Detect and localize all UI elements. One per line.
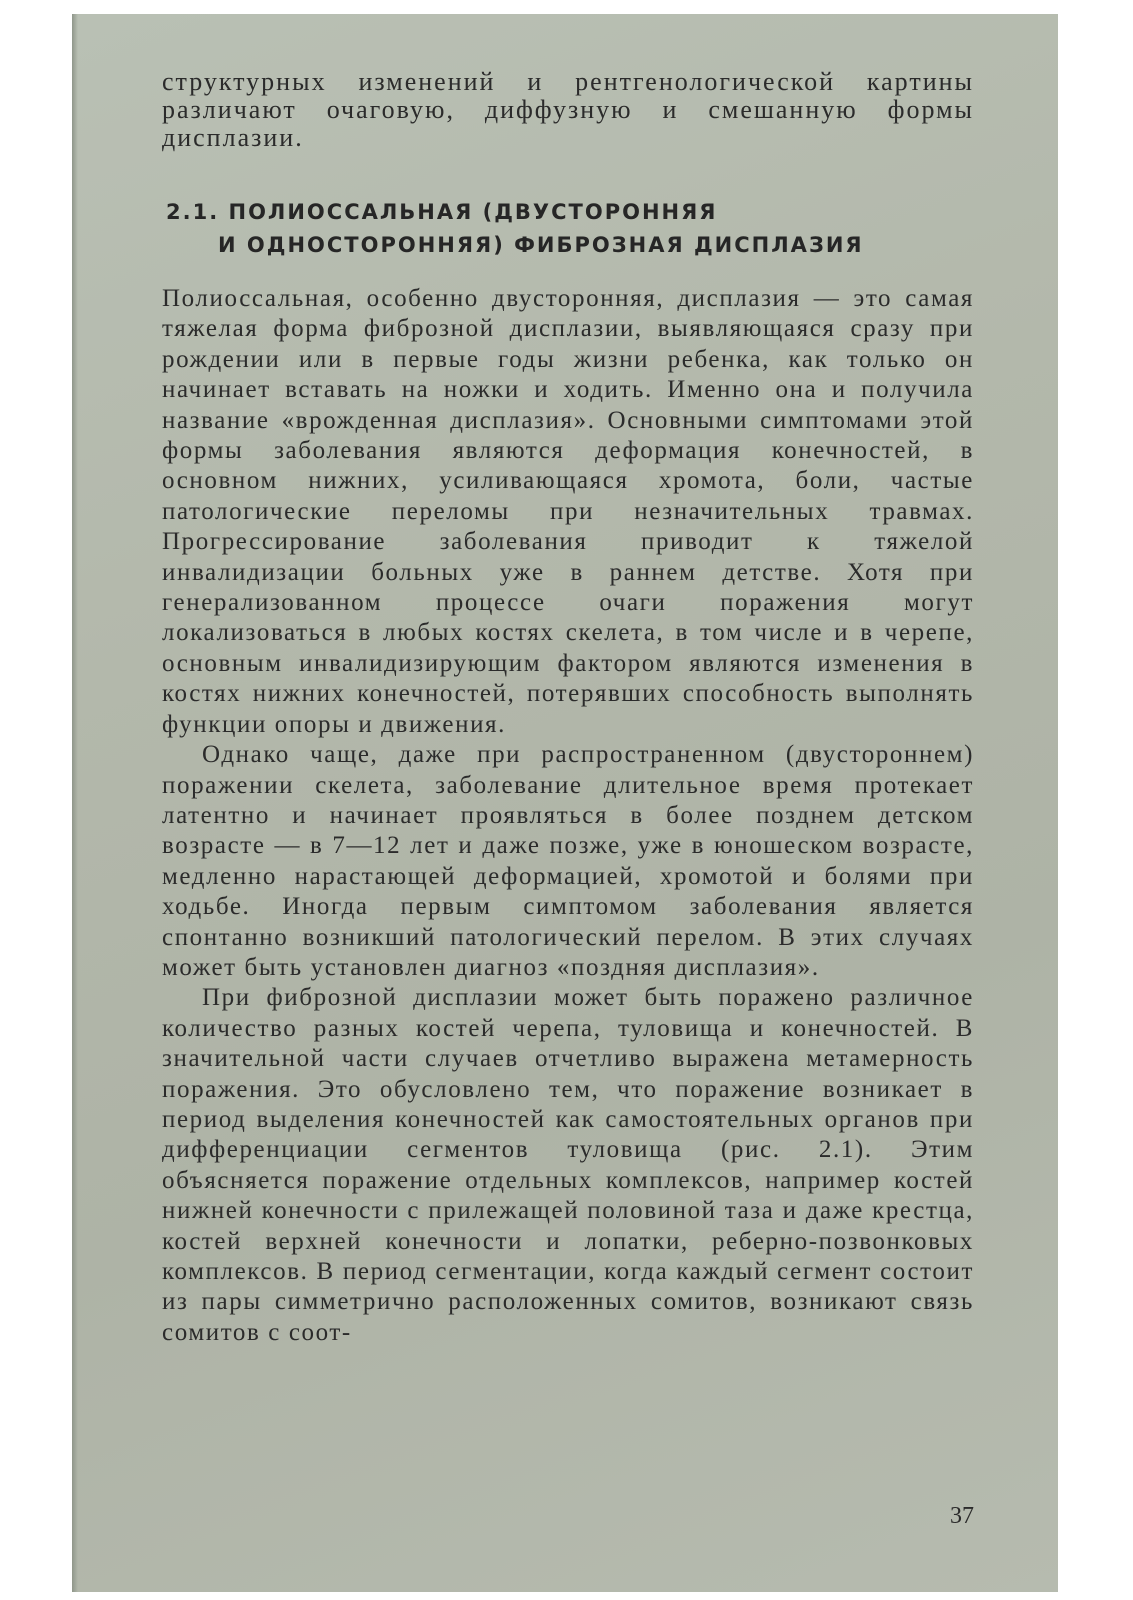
section-heading-line-2: И ОДНОСТОРОННЯЯ) ФИБРОЗНАЯ ДИСПЛАЗИЯ <box>218 233 864 257</box>
body-paragraph-1: Полиоссальная, особенно двусторонняя, дисплазия — это самая тяжелая форма фиброзной дисплазии, выявляющаяся сразу при рождении или в первые годы жизни ребенка, как только он начинает вставать на ножки и ходить. Именно она и получила название «врожденная дисплазия». Основными симптомами этой формы заболевания являются деформация конечностей, в основном нижних, усиливающаяся хромота, боли, частые патологические переломы при незначительных травмах. Прогрессирование заболевания приводит к тяжелой инвалидизации больных уже в раннем детстве. Хотя при генерализованном процессе очаги поражения могут локализоваться в любых костях скелета, в том числе и в черепе, основным инвалидизирующим фактором являются изменения в костях нижних конечностей, потерявших способность выполнять функции опоры и движения. <box>162 285 974 738</box>
page-text <box>162 68 974 1348</box>
body-paragraph-3: При фиброзной дисплазии может быть поражено различное количество разных костей черепа, туловища и конечностей. В значительной части случаев отчетливо выражена метамерность поражения. Это обусловлено тем, что поражение возникает в период выделения конечностей как самостоятельных органов при дифференциации сегментов туловища (рис. 2.1). Этим объясняется поражение отдельных комплексов, например костей нижней конечности с прилежащей половиной таза и даже крестца, костей верхней конечности и лопатки, реберно-позвонковых комплексов. В период сегментации, когда каждый сегмент состоит из пары симметрично расположенных сомитов, возникают связь сомитов с соот- <box>162 984 974 1346</box>
intro-paragraph: структурных изменений и рентгенологической картины различают очаговую, диффузную и смешанную формы дисплазии. <box>162 67 974 152</box>
section-heading-line-1: 2.1. ПОЛИОССАЛЬНАЯ (ДВУСТОРОННЯЯ <box>166 200 718 224</box>
page-number: 37 <box>950 1503 974 1529</box>
page-edge-shadow <box>72 14 78 1592</box>
body-paragraph-2: Однако чаще, даже при распространенном (двустороннем) поражении скелета, заболевание длительное время протекает латентно и начинает проявляться в более позднем детском возрасте — в 7—12 лет и даже позже, уже в юношеском возрасте, медленно нарастающей деформацией, хромотой и болями при ходьбе. Иногда первым симптомом заболевания является спонтанно возникший патологический перелом. В этих случаях может быть установлен диагноз «поздняя дисплазия». <box>162 741 974 981</box>
book-page-photo <box>72 14 1058 1592</box>
section-heading <box>166 196 974 262</box>
